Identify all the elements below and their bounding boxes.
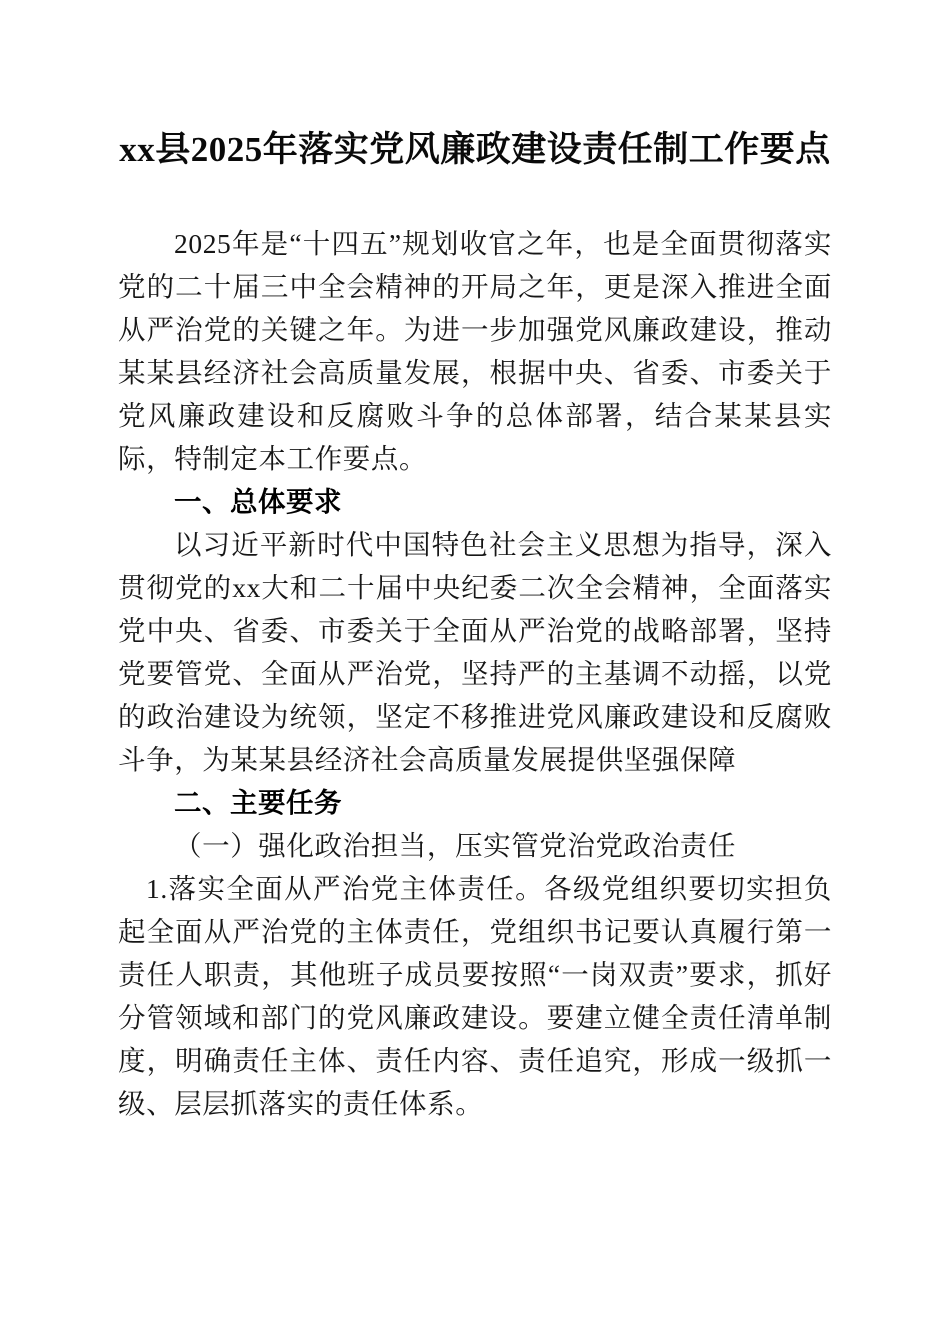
item-one-body: 1.落实全面从严治党主体责任。各级党组织要切实担负起全面从严治党的主体责任，党组织书记要认真履行第一责任人职责，其他班子成员要按照“一岗双责”要求，抓好分管领域和部门的党风廉政建设。要建立健全责任清单制度，明确责任主体、责任内容、责任追究，形成一级抓一级、层层抓落实的责任体系。 [118, 873, 832, 1119]
title-spacer [118, 172, 832, 222]
section-heading-one: 一、总体要求 [174, 486, 342, 517]
section-heading-two: 二、主要任务 [174, 787, 342, 818]
document-body [118, 0, 832, 1125]
subsection-heading-one: （一）强化政治担当，压实管党治党政治责任 [174, 830, 736, 861]
section-one-body: 以习近平新时代中国特色社会主义思想为指导，深入贯彻党的xx大和二十届中央纪委二次全会精神，全面落实党中央、省委、市委关于全面从严治党的战略部署，坚持党要管党、全面从严治党，坚持严的主基调不动摇，以党的政治建设为统领，坚定不移推进党风廉政建设和反腐败斗争，为某某县经济社会高质量发展提供坚强保障 [118, 529, 832, 775]
intro-paragraph: 2025年是“十四五”规划收官之年，也是全面贯彻落实党的二十届三中全会精神的开局之年，更是深入推进全面从严治党的关键之年。为进一步加强党风廉政建设，推动某某县经济社会高质量发展，根据中央、省委、市委关于党风廉政建设和反腐败斗争的总体部署，结合某某县实际，特制定本工作要点。 [118, 228, 832, 474]
page-title: xx县2025年落实党风廉政建设责任制工作要点 [119, 130, 831, 169]
